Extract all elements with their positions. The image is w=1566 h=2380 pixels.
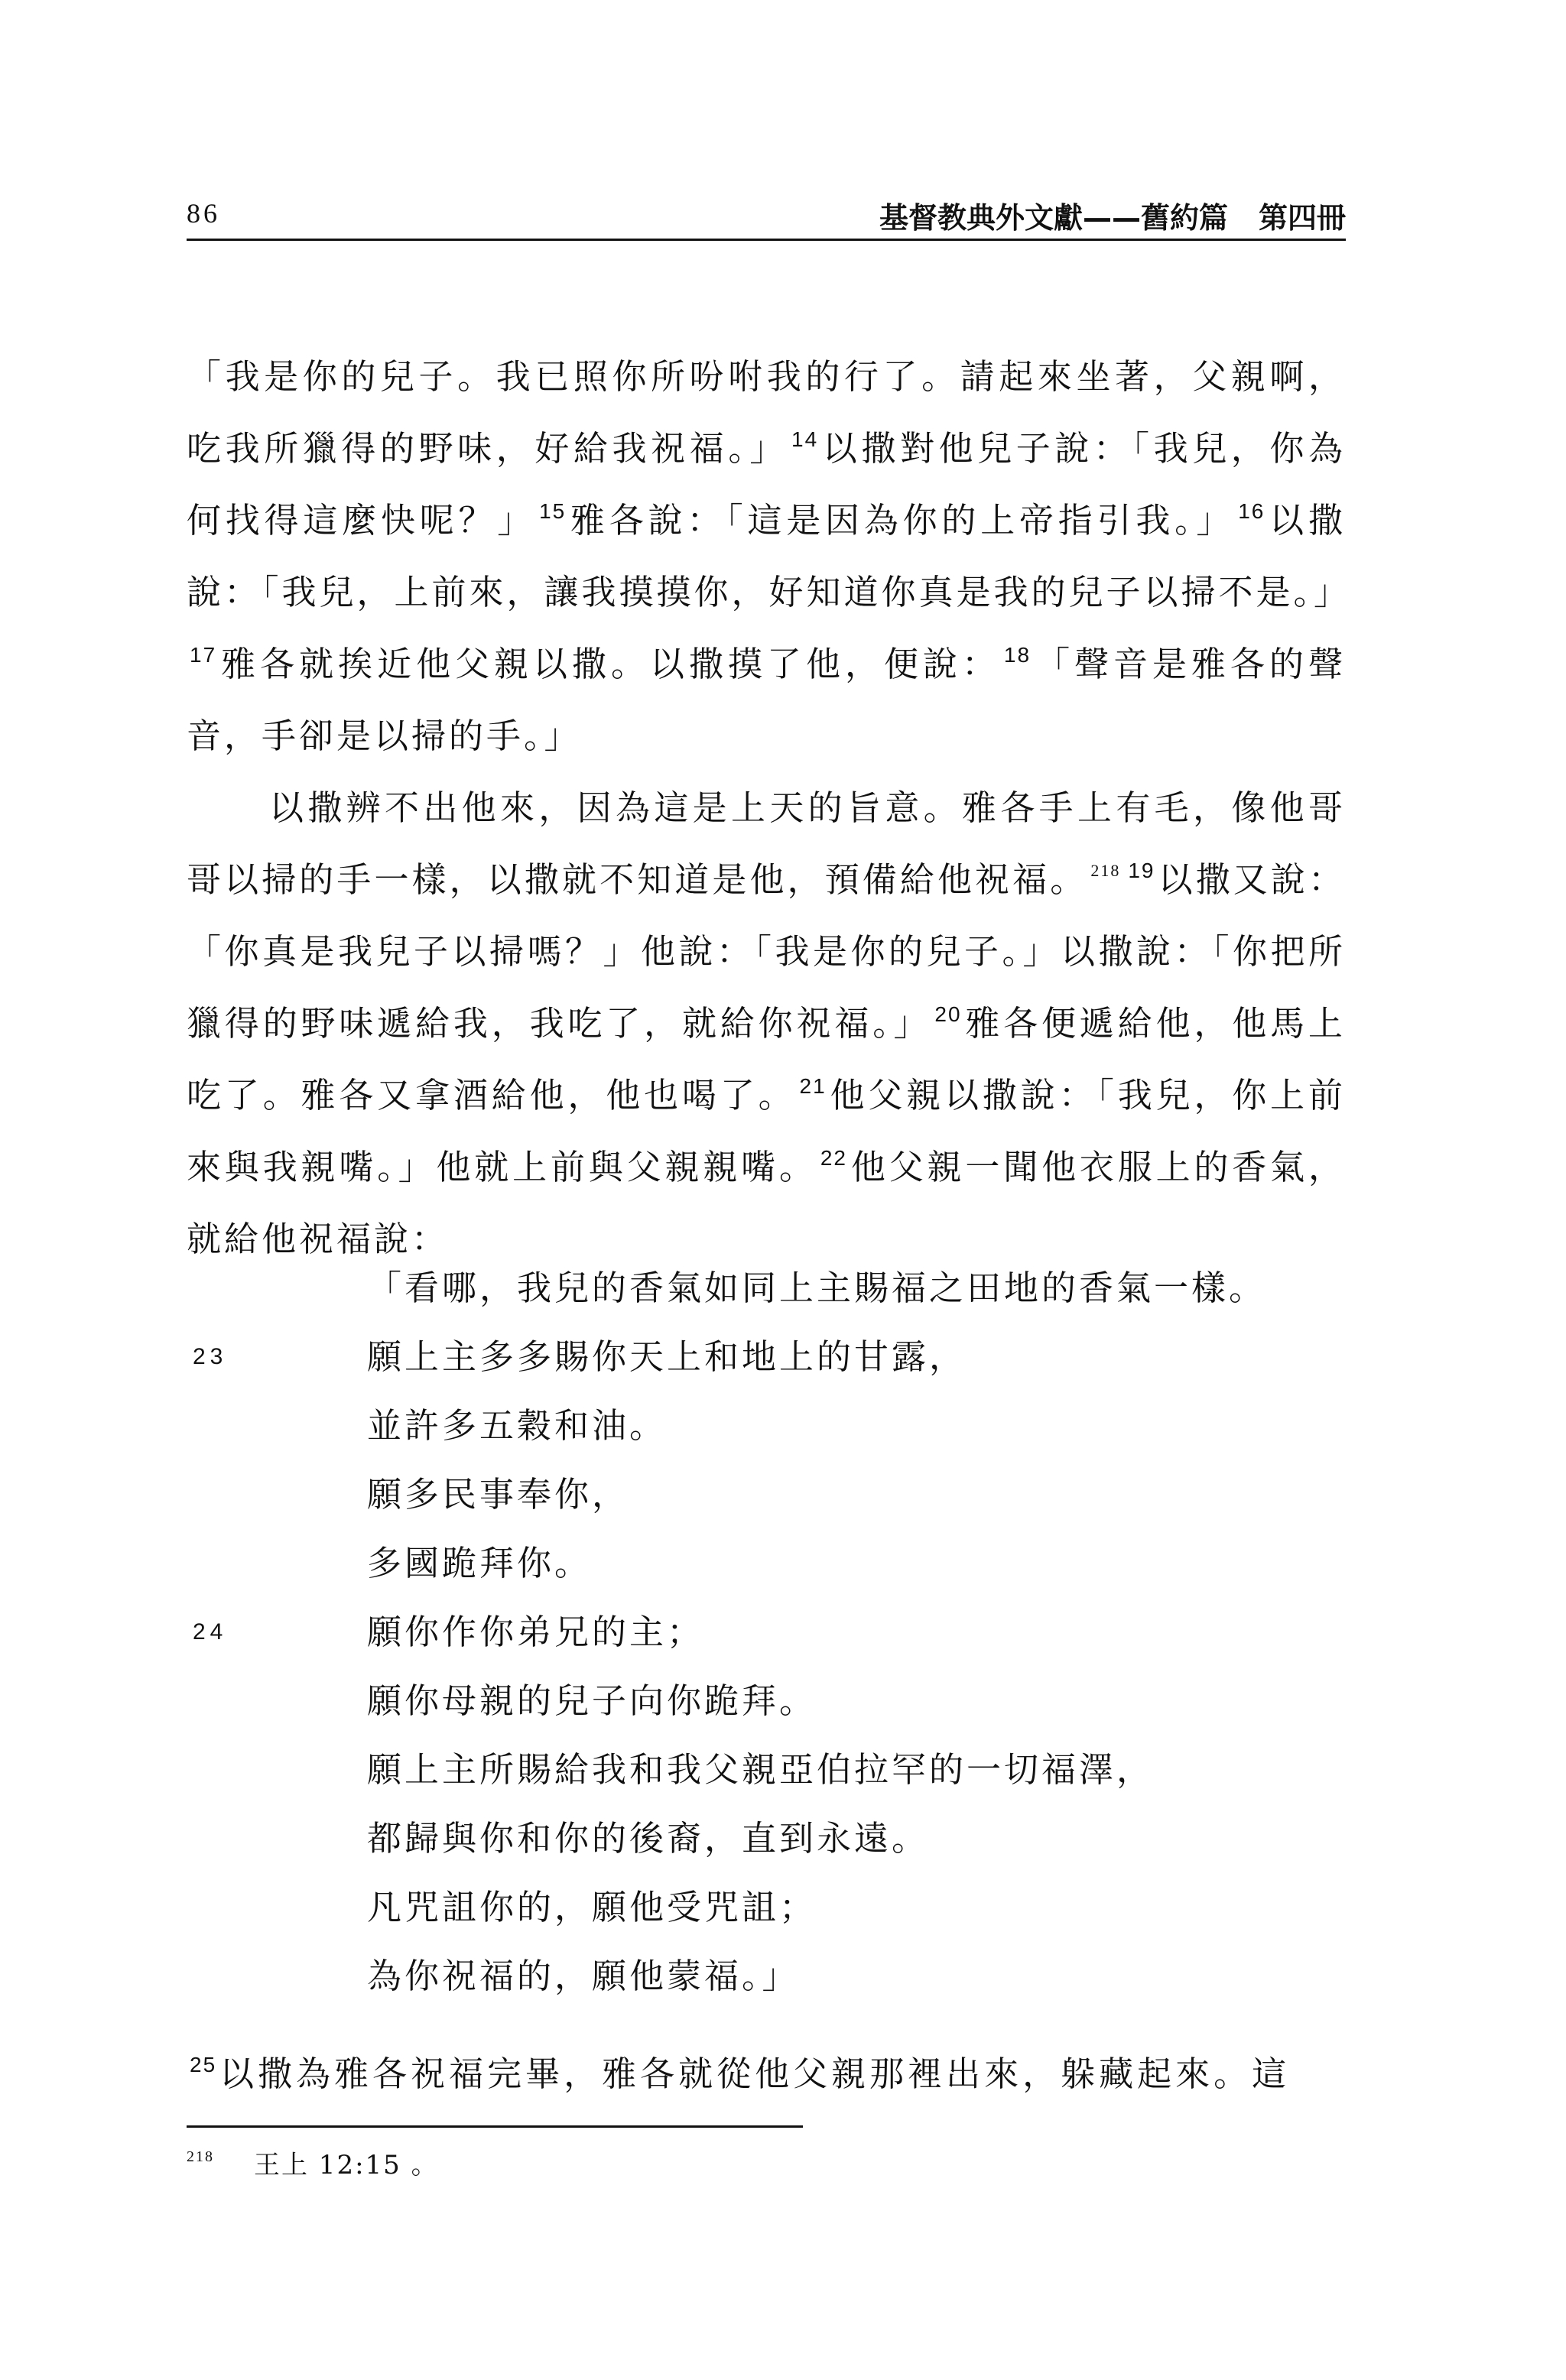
- paragraph-2: [187, 772, 1346, 1275]
- blessing-poem: [187, 1254, 1346, 2011]
- poem-line: [187, 1323, 1346, 1391]
- poem-line-text: 願上主多多賜你天上和地上的甘露，: [367, 1336, 967, 1377]
- poem-line: [187, 1598, 1346, 1667]
- text-segment: 他父親以撒說：「我兒，你上前來與我親嘴。」他就上前與父親親嘴。: [187, 1075, 1346, 1187]
- poem-line-text: 凡咒詛你的，願他受咒詛；: [367, 1887, 817, 1927]
- running-header: [187, 190, 1346, 241]
- continuation-text: [187, 2038, 1346, 2110]
- verse-number: 22: [820, 1146, 848, 1170]
- verse-number: 14: [791, 427, 819, 451]
- verse-number: 16: [1238, 499, 1265, 523]
- paragraph-1: [187, 341, 1352, 772]
- text-segment: 以撒為雅各祝福完畢，雅各就從他父親那裡出來，躲藏起來。這: [219, 2054, 1291, 2094]
- verse-number: 20: [934, 1002, 962, 1026]
- poem-line: [187, 1873, 1346, 1942]
- text-segment: 雅各說：「這是因為你的上帝指引我。」: [569, 500, 1236, 541]
- text-segment: 以撒對他兒子說：「我兒，你為何找得這麼快呢？」: [187, 428, 1346, 541]
- running-head-title: [879, 194, 1346, 236]
- book-title: 基督教典外文獻——舊約篇: [879, 201, 1228, 235]
- poem-line-text: 願你母親的兒子向你跪拜。: [367, 1680, 817, 1721]
- poem-line-text: 都歸與你和你的後裔，直到永遠。: [367, 1818, 930, 1859]
- footnote-divider: [187, 2125, 803, 2128]
- text-segment: 「聲音是雅各的聲音，手卻是以掃的手。」: [187, 644, 1346, 756]
- poem-line-text: 願多民事奉你，: [367, 1474, 630, 1515]
- poem-line: [187, 1804, 1346, 1873]
- poem-line: [187, 1254, 1346, 1323]
- text-segment: 以撒又說：「你真是我兒子以掃嗎？」他說：「我是你的兒子。」以撒說：「你把所獵得的野味遞給我，我吃了，就給你祝福。」: [187, 859, 1346, 1044]
- footnote-reference[interactable]: 218: [1090, 861, 1121, 880]
- text-segment: 雅各便遞給他，他馬上吃了。雅各又拿酒給他，他也喝了。: [187, 1003, 1346, 1115]
- poem-line-text: 願上主所賜給我和我父親亞伯拉罕的一切福澤，: [367, 1749, 1155, 1790]
- verse-number: 23: [193, 1344, 228, 1369]
- text-segment: 「我是你的兒子。我已照你所吩咐我的行了。請起來坐著，父親啊，吃我所獵得的野味，好給我祝福。」: [187, 356, 1346, 469]
- poem-line: [187, 1460, 1346, 1529]
- footnote-number: 218: [187, 2148, 214, 2165]
- poem-line-text: 願你作你弟兄的主；: [367, 1612, 705, 1652]
- poem-line-text: 多國跪拜你。: [367, 1543, 593, 1583]
- poem-line: [187, 1391, 1346, 1460]
- verse-number: 25: [190, 2053, 217, 2076]
- text-segment: 他父親一聞他衣服上的香氣，就給他祝福說：: [187, 1147, 1346, 1259]
- verse-number: 15: [539, 499, 567, 523]
- verse-number: 17: [190, 643, 217, 667]
- poem-line: [187, 1735, 1346, 1804]
- text-segment: 以撒辨不出他來，因為這是上天的旨意。雅各手上有毛，像他哥哥以掃的手一樣，以撒就不知道是他，預備給他祝福。: [187, 787, 1346, 900]
- text-segment: 以撒說：「我兒，上前來，讓我摸摸你，好知道你真是我的兒子以掃不是。」: [187, 500, 1352, 612]
- poem-line-text: 並許多五穀和油。: [367, 1405, 668, 1446]
- poem-line-text: 為你祝福的，願他蒙福。」: [367, 1956, 800, 1996]
- page-number: 86: [187, 198, 220, 229]
- volume-label: 第四冊: [1258, 201, 1346, 235]
- footnote-text: 王上 12:15 。: [254, 2150, 439, 2180]
- verse-number: 21: [799, 1074, 827, 1098]
- poem-line: [187, 1942, 1346, 2011]
- main-text: [187, 341, 1352, 1275]
- verse-number: 18: [1003, 643, 1032, 667]
- poem-line: [187, 1529, 1346, 1598]
- footnote: [187, 2142, 439, 2188]
- verse-number: 19: [1128, 859, 1155, 882]
- poem-line: [187, 1667, 1346, 1735]
- text-segment: 雅各就挨近他父親以撒。以撒摸了他，便說：: [219, 644, 1001, 684]
- poem-line-text: 「看哪，我兒的香氣如同上主賜福之田地的香氣一樣。: [367, 1268, 1267, 1308]
- verse-number: 24: [193, 1619, 228, 1645]
